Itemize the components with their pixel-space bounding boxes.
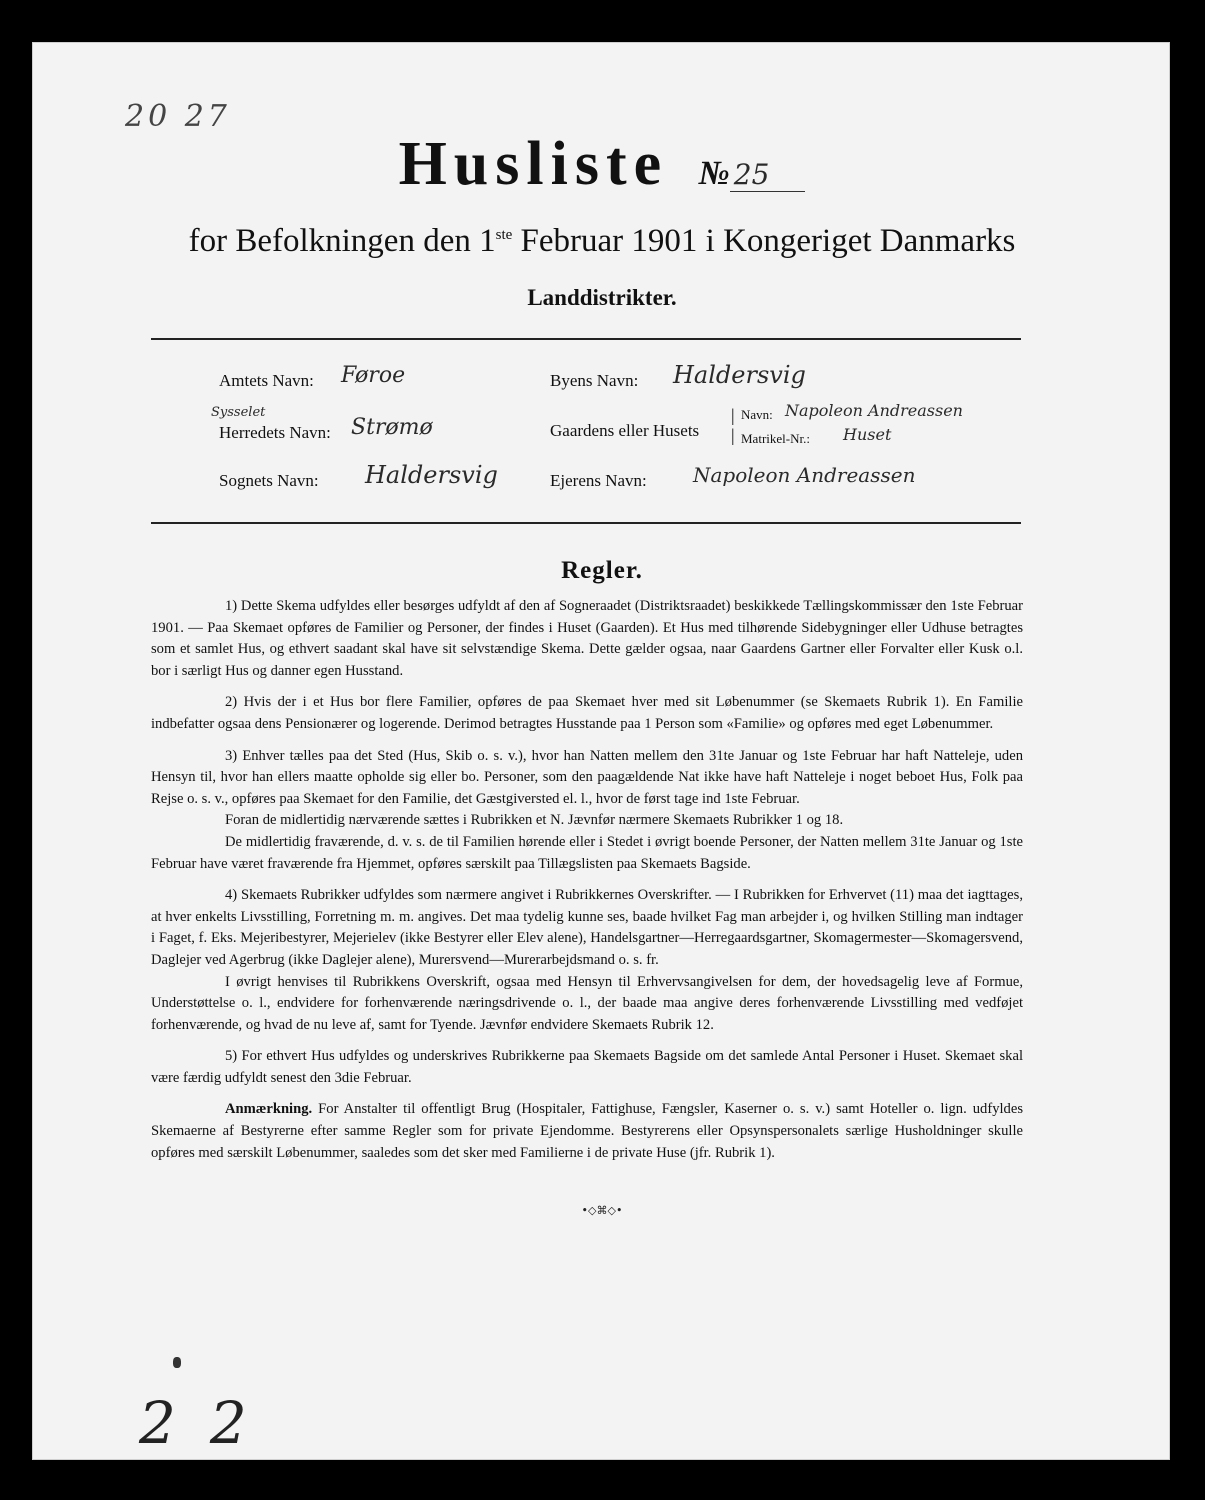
bottom-page-number: 22 bbox=[139, 1389, 281, 1457]
rule-3-present: Foran de midlertidig nærværende sættes i Rubrikken et N. Jævnfør nærmere Skemaets Rubrikker 1 og 18. bbox=[225, 812, 844, 829]
form-title bbox=[33, 129, 1171, 200]
rule-1: 1) Dette Skema udfyldes eller besørges udfyldt af den af Sogneraadet (Distriktsraadet) beskikkede Tællingskommissær den 1ste Februar 1901. — Paa Skemaet opføres de Familier og Personer, der findes i Huset (Gaarden). Et Hus med tilhørende Sidebygninger eller Udhuse betragtes som et samlet Hus, og ethvert saadant skal have sit selvstændige Skema. Dette gælder ogsaa, naar Gaardens Gartner eller Forvalter eller Kusk o.l. bor i særligt Hus og danner egen Husstand. bbox=[151, 598, 1023, 679]
gaard-label: Gaardens eller Husets bbox=[550, 421, 700, 440]
rule-3: 3) Enhver tælles paa det Sted (Hus, Skib o. s. v.), hvor han Natten mellem den 31te Januar og 1ste Februar har haft Natteleje, uden Hensyn til, hvor han ellers maatte opholde sig eller bo. Personer, som den paagældende Nat ikke have haft Natteleje i noget beboet Hus, Folk paa Rejse o. s. v., opføres paa Skemaet for den Familie, det Gæstgiversted el. l., hvor de først tage ind 1ste Februar. bbox=[151, 747, 1023, 807]
amt-value: Føroe bbox=[341, 363, 406, 388]
corner-note: 20 27 bbox=[125, 99, 231, 134]
rule-5: 5) For ethvert Hus udfyldes og underskrives Rubrikkerne paa Skemaets Bagside om det samlede Antal Personer i Huset. Skemaet skal være færdig udfyldt senest den 3die Februar. bbox=[151, 1048, 1023, 1086]
divider-top bbox=[151, 338, 1021, 340]
remark-text: For Anstalter til offentligt Brug (Hospitaler, Fattighuse, Fængsler, Kaserner o. s. v.) samt Hoteller o. lign. udfyldes Skemaerne af Bestyrerne efter samme Regler som for private Ejendomme. Bestyrerens eller Opsynspersonalets særlige Husholdninger skulle opføres med særskilt Løbenummer, saaledes som det sker med Familierne i de private Huse (jfr. Rubrik 1). bbox=[151, 1101, 1023, 1161]
subtitle-text-post: Februar 1901 i Kongeriget Danmarks bbox=[512, 223, 1016, 259]
herred-value: Strømø bbox=[351, 415, 433, 440]
brace-bottom: | bbox=[731, 425, 735, 445]
ink-speck bbox=[173, 1357, 181, 1368]
rule-2: 2) Hvis der i et Hus bor flere Familier, opføres de paa Skemaet hver med sit Løbenummer (se Skemaets Rubrik 1). En Familie indbefatter ogsaa dens Pensionærer og logerende. Derimod betragtes Husstande paa 1 Person som «Familie» og opføres med eget Løbenummer. bbox=[151, 694, 1023, 732]
brace-top: | bbox=[731, 405, 735, 425]
by-label: Byens Navn: bbox=[550, 371, 639, 390]
amt-label: Amtets Navn: bbox=[219, 371, 314, 390]
rules-heading: Regler. bbox=[561, 557, 643, 584]
sogn-label: Sognets Navn: bbox=[219, 471, 319, 490]
rules-body bbox=[151, 596, 1023, 1174]
by-value: Haldersvig bbox=[673, 361, 806, 389]
gaard-navn-value: Napoleon Andreassen bbox=[785, 401, 963, 420]
remark bbox=[151, 1099, 1023, 1164]
divider-bottom bbox=[151, 522, 1021, 524]
gaard-navn-label: Navn: bbox=[741, 407, 773, 422]
gaard-matrikel-label: Matrikel-Nr.: bbox=[741, 431, 810, 446]
rule-4-note: I øvrigt henvises til Rubrikkens Overskrift, ogsaa med Hensyn til Erhvervsangivelsen for dem, der hovedsagelig leve af Formue, Understøttelse o. l., endvidere for forhenværende næringsdrivende o. l., der baade maa angive deres forhenværende Livsstilling med vedføjet forhenværende, og hvad de nu leve af, samt for Tyende. Jævnfør endvidere Skemaets Rubrik 12. bbox=[151, 973, 1023, 1033]
ejer-value: Napoleon Andreassen bbox=[693, 463, 916, 487]
ornament: •◇⌘◇• bbox=[581, 1204, 623, 1217]
gaard-matrikel-value: Huset bbox=[843, 425, 892, 444]
subtitle-sup: ste bbox=[495, 227, 513, 243]
title-main: Husliste bbox=[398, 130, 669, 198]
form-subtitle bbox=[33, 223, 1171, 260]
title-no-label: № bbox=[698, 155, 730, 192]
ejer-label: Ejerens Navn: bbox=[550, 471, 647, 490]
herred-above-note: Sysselet bbox=[211, 405, 266, 420]
sogn-value: Haldersvig bbox=[365, 461, 498, 489]
form-subtitle-district: Landdistrikter. bbox=[527, 285, 677, 310]
census-form-page bbox=[32, 42, 1170, 1460]
rule-3-absent: De midlertidig fraværende, d. v. s. de til Familien hørende eller i Stedet i øvrigt boende Personer, der Natten mellem 31te Januar og 1ste Februar have været fraværende fra Hjemmet, opføres særskilt paa Tillægslisten paa Skemaets Bagside. bbox=[151, 833, 1023, 872]
remark-label: Anmærkning. bbox=[225, 1101, 313, 1118]
title-no-value: 25 bbox=[730, 158, 806, 192]
herred-label: Herredets Navn: bbox=[219, 423, 331, 442]
rule-4: 4) Skemaets Rubrikker udfyldes som nærmere angivet i Rubrikkernes Overskrifter. — I Rubrikken for Erhvervet (11) maa det iagttages, at hver enkelts Livsstilling, Forretning m. m. angives. Det maa tydelig kunne ses, baade hvilket Fag man arbejder i, og hvilken Stilling man indtager i Faget, f. Eks. Mejeribestyrer, Mejerielev (ikke Bestyrer eller Elev alene), Handelsgartner—Herregaardsgartner, Skomagermester—Skomagersvend, Daglejer ved Agerbrug (ikke Daglejer alene), Murersvend—Murerarbejdsmand o. s. fr. bbox=[151, 887, 1023, 968]
subtitle-text-pre: for Befolkningen den 1 bbox=[188, 223, 496, 259]
